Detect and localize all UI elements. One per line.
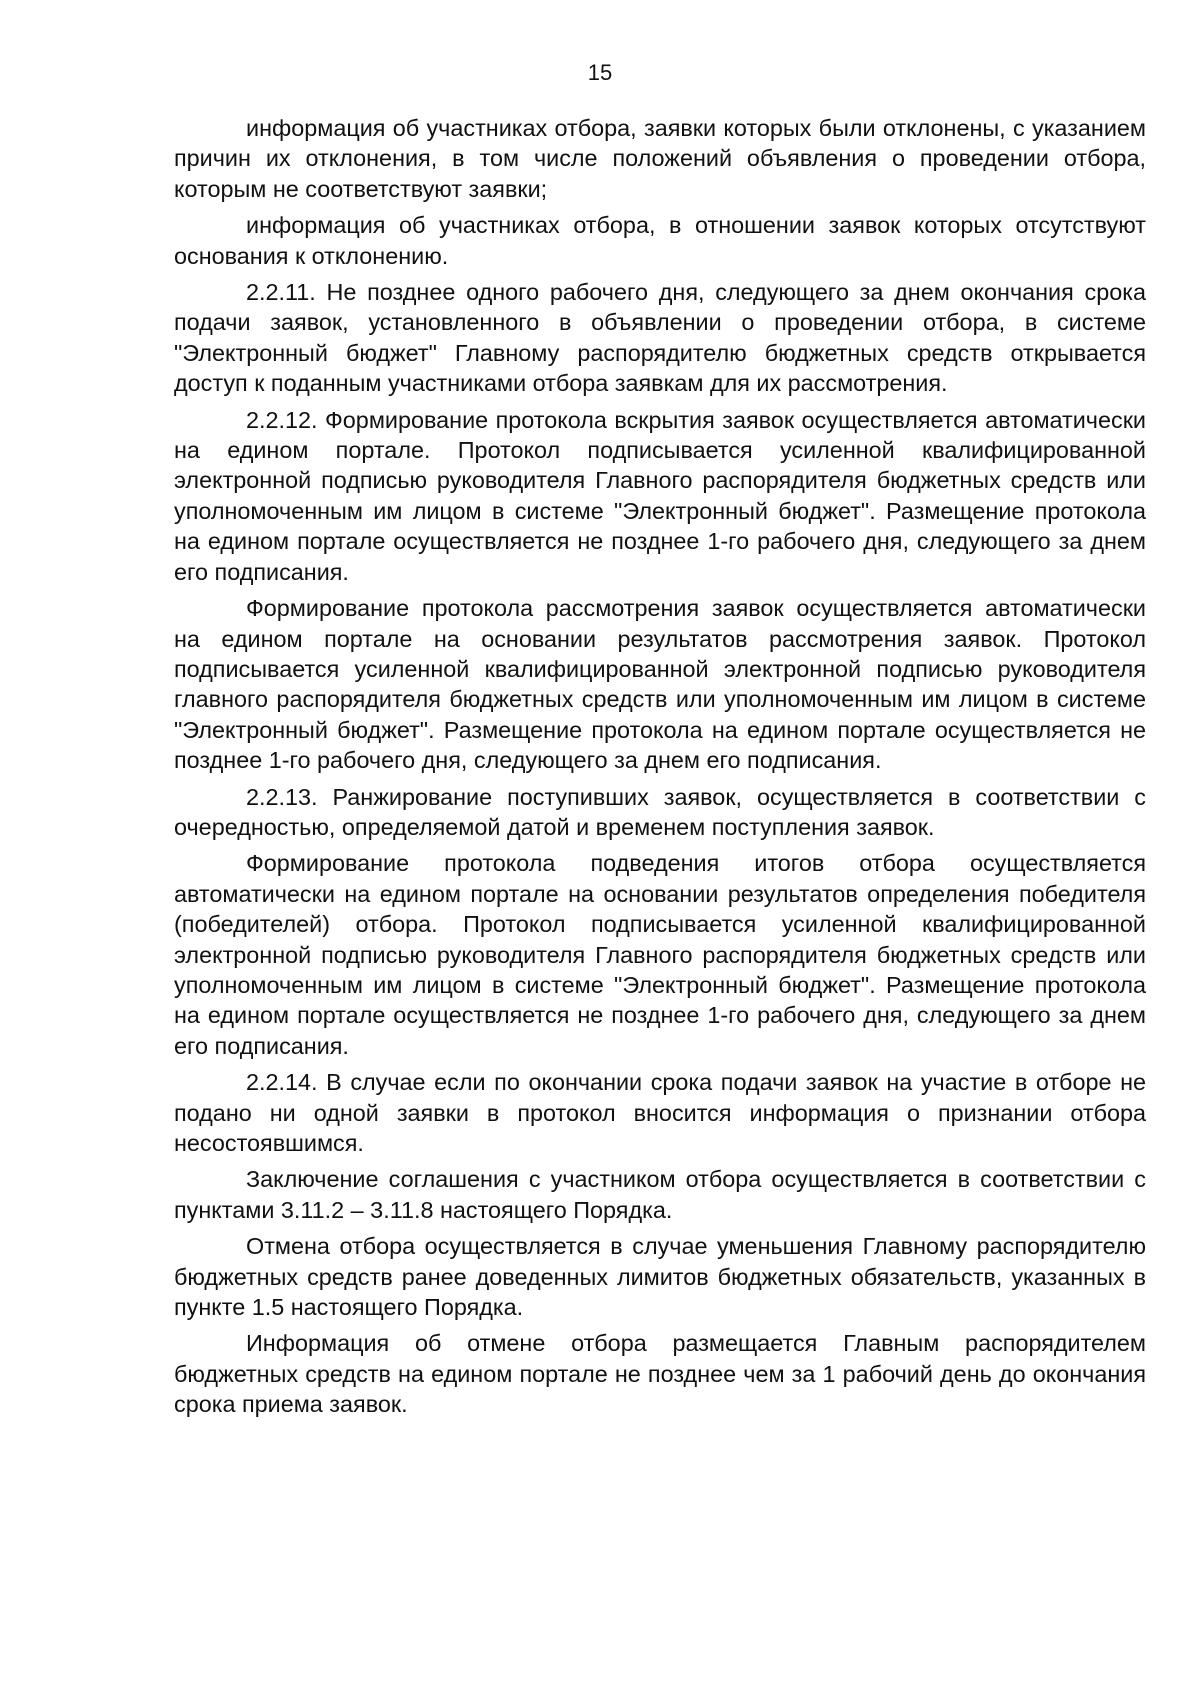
paragraph-2-2-12: 2.2.12. Формирование протокола вскрытия заявок осуществляется автоматически на едином портале. Протокол подписывается усиленной квалифицированной электронной подписью руководителя Главного распорядителя бюджетных средств или уполномоченным им лицом в системе "Электронный бюджет". Размещение протокола на едином портале осуществляется не позднее 1-го рабочего дня, следующего за днем его подписания. bbox=[174, 406, 1146, 585]
paragraph-non-rejected-participants-info: информация об участниках отбора, в отношении заявок которых отсутствуют основания к отклонению. bbox=[174, 212, 1146, 269]
paragraph-agreement-conclusion: Заключение соглашения с участником отбора осуществляется в соответствии с пунктами 3.11.2 – 3.11.8 настоящего Порядка. bbox=[174, 1166, 1146, 1223]
paragraph-cancellation-notice: Информация об отмене отбора размещается Главным распорядителем бюджетных средств на едином портале не позднее чем за 1 рабочий день до окончания срока приема заявок. bbox=[174, 1330, 1146, 1418]
paragraph-results-protocol: Формирование протокола подведения итогов отбора осуществляется автоматически на едином портале на основании результатов определения победителя (победителей) отбора. Протокол подписывается усиленной квалифицированной электронной подписью руководителя Главного распорядителя бюджетных средств или уполномоченным им лицом в системе "Электронный бюджет". Размещение протокола на едином портале осуществляется не позднее 1-го рабочего дня, следующего за днем его подписания. bbox=[174, 850, 1146, 1059]
paragraph-rejected-participants-info: информация об участниках отбора, заявки которых были отклонены, с указанием причин их отклонения, в том числе положений объявления о проведении отбора, которым не соответствуют заявки; bbox=[174, 115, 1146, 202]
document-body bbox=[174, 113, 1146, 1426]
paragraph-2-2-14: 2.2.14. В случае если по окончании срока подачи заявок на участие в отборе не подано ни одной заявки в протокол вносится информация о признании отбора несостоявшимся. bbox=[174, 1069, 1146, 1156]
paragraph-2-2-11: 2.2.11. Не позднее одного рабочего дня, следующего за днем окончания срока подачи заявок, установленного в объявлении о проведении отбора, в системе "Электронный бюджет" Главному распорядителю бюджетных средств открывается доступ к поданным участниками отбора заявкам для их рассмотрения. bbox=[174, 279, 1146, 397]
paragraph-review-protocol: Формирование протокола рассмотрения заявок осуществляется автоматически на едином портале на основании результатов рассмотрения заявок. Протокол подписывается усиленной квалифицированной электронной подписью руководителя главного распорядителя бюджетных средств или уполномоченным им лицом в системе "Электронный бюджет". Размещение протокола на едином портале осуществляется не позднее 1-го рабочего дня, следующего за днем его подписания. bbox=[174, 595, 1146, 774]
paragraph-2-2-13: 2.2.13. Ранжирование поступивших заявок, осуществляется в соответствии с очередностью, определяемой датой и временем поступления заявок. bbox=[174, 783, 1146, 840]
paragraph-selection-cancellation: Отмена отбора осуществляется в случае уменьшения Главному распорядителю бюджетных средств ранее доведенных лимитов бюджетных обязательств, указанных в пункте 1.5 настоящего Порядка. bbox=[174, 1233, 1146, 1321]
page-number: 15 bbox=[587, 60, 613, 85]
